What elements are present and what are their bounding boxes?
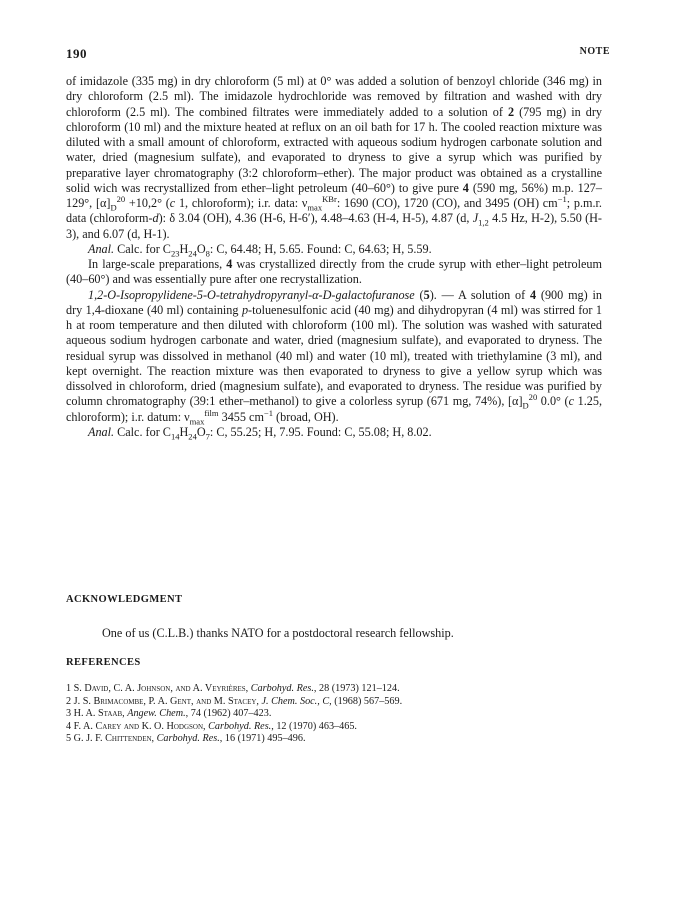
reference-item bbox=[66, 708, 602, 721]
reference-number: 3 bbox=[66, 708, 74, 720]
reference-journal: J. Chem. Soc., C, bbox=[261, 695, 332, 707]
reference-journal: Carbohyd. Res. bbox=[156, 733, 220, 745]
compound-title: 1,2-O-Isopropylidene-5-O-tetrahydropyranyl-α-D-galactofuranose bbox=[88, 287, 415, 302]
reference-authors: G. J. F. Chittenden, bbox=[73, 733, 157, 745]
reference-item bbox=[66, 721, 602, 734]
reference-authors: J. S. Brimacombe, P. A. Gent, and M. Stacey, bbox=[73, 695, 262, 707]
acknowledgment-heading: ACKNOWLEDGMENT bbox=[66, 594, 183, 605]
compound-ref: 4 bbox=[462, 180, 469, 195]
reference-journal: Carbohyd. Res. bbox=[250, 683, 314, 694]
reference-authors: H. A. Staab, bbox=[73, 708, 128, 720]
references-heading: REFERENCES bbox=[66, 657, 141, 668]
paragraph-1: of imidazole (335 mg) in dry chloroform (5 ml) at 0° was added a solution of benzoyl chloride (346 mg) in dry chloroform (2.5 ml). The imidazole hydrochloride was removed by filtration and washed with dry chloroform (2.5 ml). The combined filtrates were immediately added to a solution of 2 (795 mg) in dry chloroform (10 ml) and the mixture heated at reflux on an oil bath for 17 h. The cooled reaction mixture was diluted with a small amount of chloroform, extracted with aqueous sodium hydrogen carbonate solution and water, dried (magnesium sulfate), and evaporated to dryness to give a syrup which was purified by preparative layer chromatography (3:2 chloroform–ether). The major product was obtained as a crystalline solid wich was recrystallized from ether–light petroleum (40–60°) to give pure 4 (590 mg, 56%) m.p. 127–129°, $[\alpha]_D^{20} +10,2^\circ$ (c 1, chloroform); i.r. data: $\nu_{max}^{KBr}$: 1690 (CO), 1720 (CO), and 3495 (OH) $cm^{-1}$; p.m.r. data (chloroform-d): δ 3.04 (OH), 4.36 (H-6, H-6′), 4.48–4.63 (H-4, H-5), 4.87 (d, $J_{1,2}$ 4.5 Hz, H-2), 5.50 (H-3), and 6.07 (d, H-1). bbox=[66, 74, 602, 241]
running-head: NOTE bbox=[579, 46, 610, 57]
reference-authors: F. A. Carey and K. O. Hodgson, bbox=[73, 720, 209, 732]
reference-number: 5 bbox=[66, 733, 74, 745]
reference-number: 1 bbox=[66, 683, 74, 694]
reference-details: (1968) 567–569. bbox=[331, 695, 403, 707]
reference-details: , 28 (1973) 121–124. bbox=[313, 683, 400, 694]
analysis-line-2: Anal. Calc. for $C_{14}H_{24}O_7$: C, 55.25; H, 7.95. Found: C, 55.08; H, 8.02. bbox=[88, 424, 432, 442]
reference-number: 2 bbox=[66, 695, 74, 707]
page-number: 190 bbox=[66, 46, 87, 61]
reference-journal: Angew. Chem. bbox=[127, 708, 186, 720]
reference-details: , 16 (1971) 495–496. bbox=[219, 733, 306, 745]
reference-item bbox=[66, 696, 602, 709]
body-text bbox=[66, 74, 602, 440]
reference-item bbox=[66, 683, 602, 696]
acknowledgment-text: One of us (C.L.B.) thanks NATO for a postdoctoral research fellowship. bbox=[102, 626, 454, 640]
analysis-line-1: Anal. Calc. for $C_{23}H_{24}O_8$: C, 64.48; H, 5.65. Found: C, 64.63; H, 5.59. bbox=[88, 241, 432, 259]
paragraph-3: In large-scale preparations, 4 was crystallized directly from the crude syrup with ether–light petroleum (40–60°) and was essentially pure after one recrystallization. bbox=[66, 257, 602, 287]
reference-details: , 12 (1970) 463–465. bbox=[271, 720, 357, 732]
paragraph-4: 1,2-O-Isopropylidene-5-O-tetrahydropyranyl-α-D-galactofuranose (5). — A solution of 4 (900 mg) in dry 1,4-dioxane (40 ml) containing p-toluenesulfonic acid (40 mg) and dihydropyran (4 ml) was stirred for 1 h at room temperature and then diluted with chloroform (100 ml). The solution was washed with saturated aqueous sodium hydrogen carbonate and water, dried (magnesium sulfate), and evaporated to dryness. The residual syrup was dissolved in methanol (40 ml) and water (10 ml), treated with triethylamine (3 ml), and kept overnight. The reaction mixture was then evaporated to dryness to give a yellow syrup which was dissolved in chloroform, dried (magnesium sulfate), and evaporated to dryness. The residue was purified by column chromatography (39:1 ether–methanol) to give a colorless syrup (671 mg, 74%), $[\alpha]_D^{20}$ 0.0° (c 1.25, chloroform); i.r. datum: $\nu_{max}^{film}$ 3455 $cm^{-1}$ (broad, OH). bbox=[66, 287, 602, 426]
compound-ref: 4 bbox=[226, 257, 233, 271]
reference-details: , 74 (1962) 407–423. bbox=[185, 708, 272, 720]
compound-ref: 2 bbox=[507, 104, 515, 119]
reference-item bbox=[66, 733, 602, 746]
compound-ref: 4 bbox=[529, 287, 537, 302]
compound-ref: 5 bbox=[423, 287, 430, 302]
references-list bbox=[66, 683, 602, 746]
page-header bbox=[66, 46, 610, 62]
reference-number: 4 bbox=[66, 720, 74, 732]
reference-authors: S. David, C. A. Johnson, and A. Veyrières, bbox=[73, 683, 251, 694]
reference-journal: Carbohyd. Res. bbox=[208, 720, 272, 732]
